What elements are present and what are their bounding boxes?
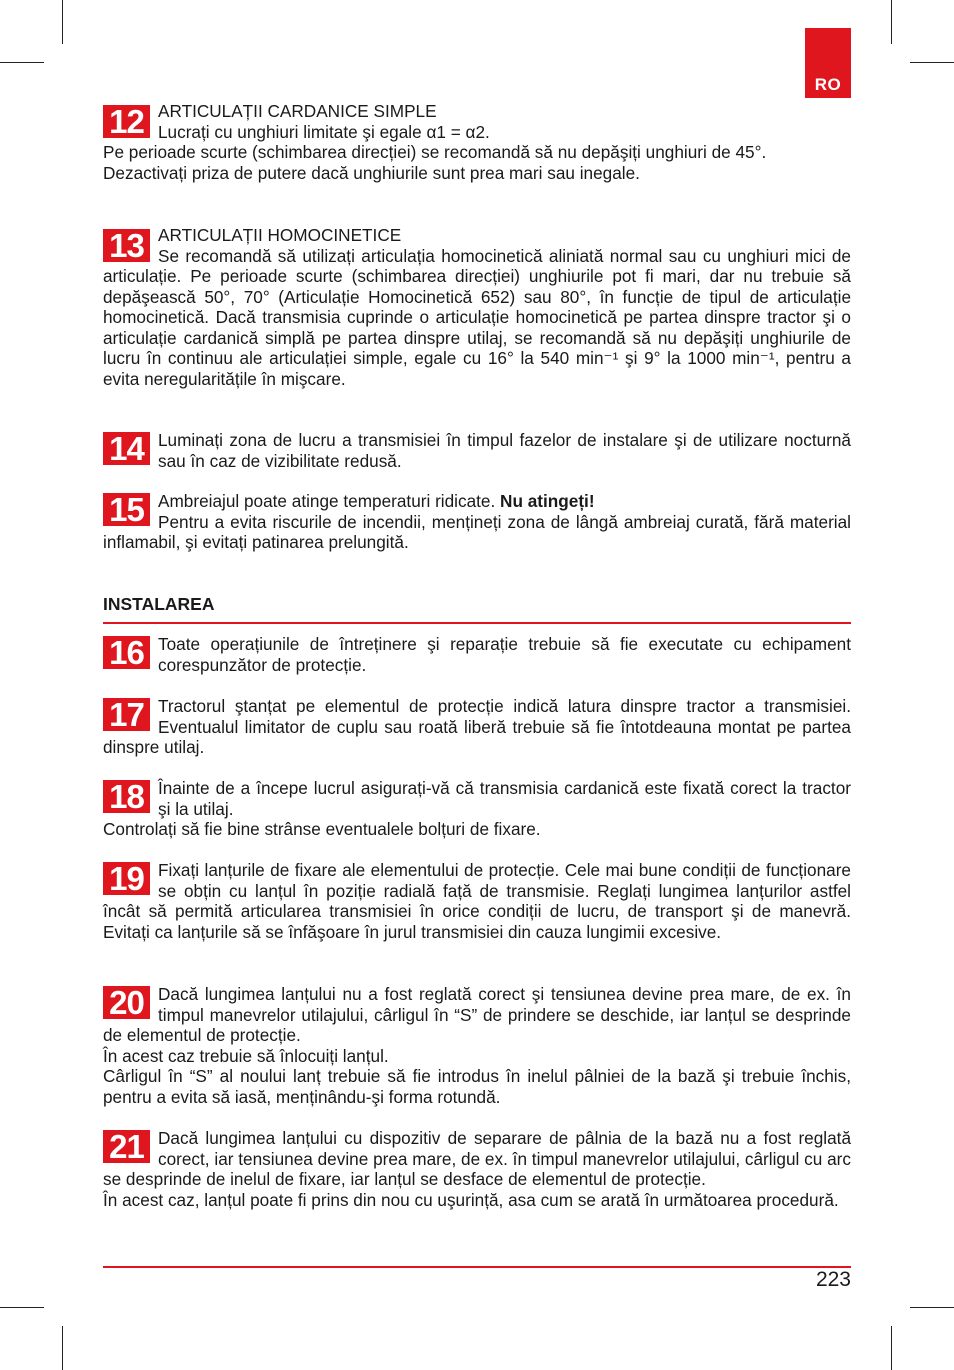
section-number-badge: 15 — [103, 493, 150, 526]
section-paragraph: Dacă lungimea lanțului nu a fost reglată corect şi tensiunea devine prea mare, de ex. în timpul manevrelor utilajului, cârligul în “S” de prindere se deschide, iar lanțul se desprinde de elementul de protecție. — [103, 984, 851, 1045]
section-paragraph: Înainte de a începe lucrul asigurați-vă că transmisia cardanică este fixată corect la tractor şi la utilaj. — [158, 778, 851, 819]
crop-mark — [0, 62, 44, 63]
section-paragraph: În acest caz, lanțul poate fi prins din nou cu uşurință, asa cum se arată în următoarea procedură. — [103, 1189, 839, 1210]
section-paragraph: Luminați zona de lucru a transmisiei în timpul fazelor de instalare şi de utilizare nocturnă sau în caz de vizibilitate redusă. — [158, 430, 851, 471]
crop-mark — [891, 1326, 892, 1370]
section-paragraph: În acest caz trebuie să înlocuiți lanțul. — [103, 1045, 389, 1066]
crop-mark — [62, 0, 63, 44]
section-16 — [103, 634, 851, 675]
section-number-badge: 18 — [103, 780, 150, 813]
section-13 — [103, 225, 851, 389]
section-20 — [103, 984, 851, 1107]
section-number-badge: 16 — [103, 636, 150, 669]
section-line — [103, 491, 851, 512]
section-19 — [103, 860, 851, 942]
section-paragraph: Dezactivați priza de putere dacă unghiurile sunt prea mari sau inegale. — [103, 162, 640, 183]
warning-text: Nu atingeți! — [500, 491, 595, 511]
language-tab: RO — [805, 28, 851, 98]
section-number-badge: 21 — [103, 1130, 150, 1163]
section-15 — [103, 491, 851, 553]
section-paragraph: Se recomandă să utilizați articulația homocinetică aliniată normal sau cu unghiuri mici de articulație. Pe perioade scurte (schimbarea direcției) unghiurile pot fi mari, dar nu trebuie să depăşească 50°, 70° (Articulație Homocinetică 652) sau 80°, în funcție de tipul de articulație homocinetică. Dacă transmisia cuprinde o articulație homocinetică pe partea dinspre tractor şi o articulație cardanică simplă pe partea dinspre utilaj, se recomandă să nu depăşiți unghiurile de lucru în continuu ale articulației simple, egale cu 16° la 540 min⁻¹ şi 9° la 1000 min⁻¹, pentru a evita neregularitățile în mişcare. — [103, 245, 851, 389]
section-18 — [103, 778, 851, 840]
section-line: Lucrați cu unghiuri limitate şi egale α1 = α2. — [158, 121, 490, 142]
footer-divider — [103, 1266, 851, 1268]
section-paragraph: Dacă lungimea lanțului cu dispozitiv de separare de pâlnia de la bază nu a fost reglată corect, iar tensiunea devine prea mare, de ex. în timpul manevrelor utilajului, cârligul cu arc se desprinde de inelul de fixare, iar lanțul se desface de elementul de protecție. — [103, 1128, 851, 1189]
section-paragraph: Controlați să fie bine strânse eventualele bolțuri de fixare. — [103, 819, 541, 839]
section-number-badge: 13 — [103, 229, 150, 262]
section-paragraph: Pe perioade scurte (schimbarea direcției) se recomandă să nu depăşiți unghiuri de 45°. — [103, 142, 767, 162]
crop-mark — [0, 1307, 44, 1308]
installation-heading: INSTALAREA — [103, 594, 215, 614]
section-21 — [103, 1128, 851, 1210]
section-number-badge: 14 — [103, 432, 150, 465]
section-text: Ambreiajul poate atinge temperaturi ridicate. — [158, 491, 501, 511]
crop-mark — [891, 0, 892, 44]
crop-mark — [910, 1307, 954, 1308]
section-paragraph: Tractorul ştanțat pe elementul de protecție indică latura dinspre tractor a transmisiei. Eventualul limitator de cuplu sau roată liberă trebuie să fie întotdeauna montat pe partea dinspre utilaj. — [103, 696, 851, 757]
section-number-badge: 20 — [103, 986, 150, 1019]
section-17 — [103, 696, 851, 758]
section-12 — [103, 101, 851, 183]
section-number-badge: 19 — [103, 862, 150, 895]
crop-mark — [910, 62, 954, 63]
divider-line — [103, 622, 851, 624]
section-14 — [103, 430, 851, 471]
section-paragraph: Cârligul în “S” al noului lanț trebuie să fie introdus în inelul pâlniei de la bază şi trebuie închis, pentru a evita să iasă, menținându-şi forma rotundă. — [103, 1066, 851, 1107]
section-number-badge: 17 — [103, 698, 150, 731]
page-number: 223 — [815, 1268, 851, 1291]
section-paragraph: Toate operațiunile de întreținere şi reparație trebuie să fie executate cu echipament corespunzător de protecție. — [158, 634, 851, 675]
section-paragraph: Pentru a evita riscurile de incendii, mențineți zona de lângă ambreiaj curată, fără material inflamabil, şi evitați patinarea prelungită. — [103, 511, 851, 552]
crop-mark — [62, 1326, 63, 1370]
section-number-badge: 12 — [103, 105, 150, 138]
section-paragraph: Fixați lanțurile de fixare ale elementului de protecție. Cele mai bune condiții de funcționare se obțin cu lanțul în poziție radială față de transmisie. Reglați lungimea lanțurilor astfel încât să permită articularea transmisiei în orice condiții de lucru, de transport şi de manevră. Evitați ca lanțurile să se înfăşoare în jurul transmisiei din cauza lungimii excesive. — [103, 860, 851, 942]
section-line: ARTICULAȚII HOMOCINETICE — [158, 225, 402, 245]
section-line: ARTICULAȚII CARDANICE SIMPLE — [158, 101, 437, 121]
